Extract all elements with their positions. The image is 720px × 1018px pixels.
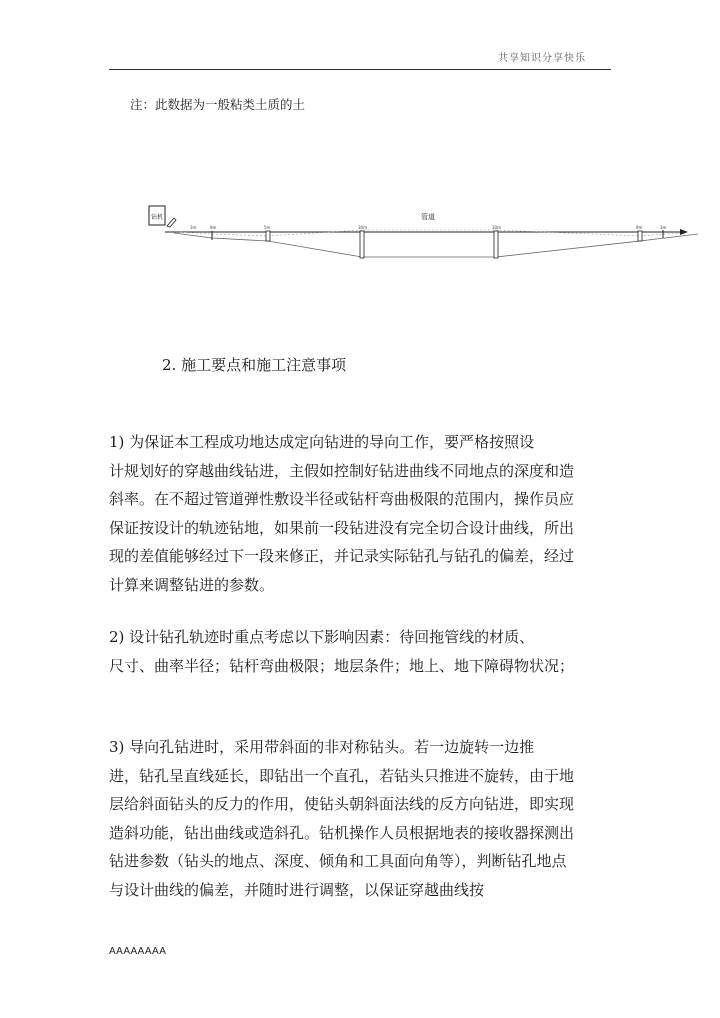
paragraph-line: 钻进参数（钻头的地点、深度、倾角和工具面向角等），判断钻孔地点 (109, 852, 567, 870)
segment-label: 3m (190, 225, 197, 230)
segment-label: 9m (636, 225, 643, 230)
paragraph-line: 现的差值能够经过下一段来修正，并记录实际钻孔与钻孔的偏差，经过 (109, 547, 575, 565)
paragraph-line: 斜率。在不超过管道弹性敷设半径或钻杆弯曲极限的范围内，操作员应 (109, 490, 575, 508)
depth-marker (360, 231, 364, 258)
depth-marker (494, 231, 498, 258)
segment-label: 5m (264, 225, 271, 230)
paragraph-line: 与设计曲线的偏差，并随时进行调整，以保证穿越曲线按 (109, 880, 485, 899)
page-header: 共享知识分享快乐 (498, 53, 586, 64)
paragraph-line: 计规划好的穿越曲线钻进，主假如控制好钻进曲线不同地点的深度和造 (109, 461, 575, 480)
paragraph-line: 3) 导向孔钻进时，采用带斜面的非对称钻头。若一边旋转一边推 (109, 738, 535, 756)
bore-path-lower (174, 233, 698, 257)
bore-path-upper (180, 230, 680, 236)
paragraph-3 (109, 733, 609, 904)
paragraph-1 (109, 428, 609, 599)
drilling-profile-diagram (140, 200, 700, 275)
header-divider (109, 69, 611, 70)
pipeline-label: 管道 (421, 213, 435, 221)
segment-label: 30m (492, 225, 501, 230)
drill-rig-label: 钻机 (150, 214, 164, 221)
paragraph-line: 1) 为保证本工程成功地达成定向钻进的导向工作，要严格按照设 (109, 433, 535, 451)
segment-label: 3m (660, 225, 667, 230)
paragraph-line: 造斜功能，钻出曲线或造斜孔。钻机操作人员根据地表的接收器探测出 (109, 823, 575, 842)
ground-arrow-icon (680, 229, 688, 235)
paragraph-line: 保证按设计的轨迹钻地，如果前一段钻进没有完全切合设计曲线，所出 (109, 518, 575, 537)
paragraph-2 (109, 623, 609, 680)
page-footer: AAAAAAAA (109, 946, 167, 957)
depth-marker (638, 231, 642, 241)
paragraph-line: 进，钻孔呈直线延长，即钻出一个直孔，若钻头只推进不旋转，由于地 (109, 766, 575, 785)
paragraph-line: 层给斜面钻头的反力的作用，使钻头朝斜面法线的反方向钻进，即实现 (109, 795, 575, 813)
section-heading: 2. 施工要点和施工注意事项 (162, 356, 347, 374)
rig-mast-icon (167, 218, 176, 227)
paragraph-line: 2) 设计钻孔轨迹时重点考虑以下影响因素：待回拖管线的材质、 (109, 628, 535, 646)
paragraph-line: 计算来调整钻进的参数。 (109, 575, 275, 594)
segment-label: 9m (210, 225, 217, 230)
paragraph-line: 尺寸、曲率半径；钻杆弯曲极限；地层条件；地上、地下障碍物状况； (109, 656, 575, 675)
segment-label: 30m (358, 225, 367, 230)
depth-marker (266, 231, 270, 241)
data-note: 注：此数据为一般粘类土质的土 (130, 97, 306, 112)
